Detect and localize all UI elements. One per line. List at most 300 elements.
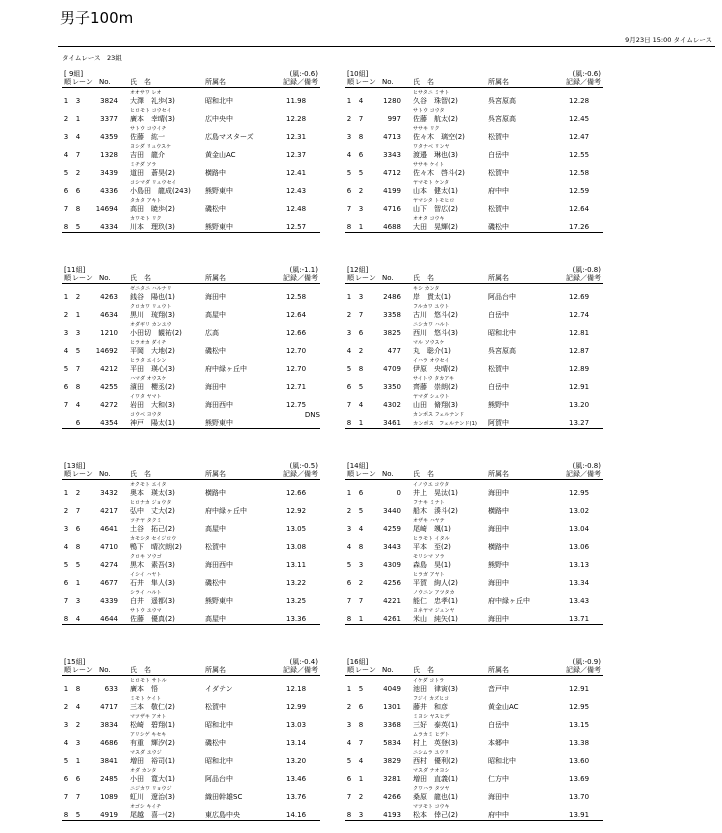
result-lane: 7 [75, 507, 81, 515]
result-record: 13.20 [286, 757, 307, 765]
result-team: 本郷中 [488, 739, 509, 747]
result-lane: 3 [358, 811, 364, 819]
result-row [62, 320, 320, 338]
result-lane: 5 [75, 561, 81, 569]
result-name: 土谷 拓己(2) [130, 525, 175, 533]
name-reading: コウベ ヨウタ [130, 412, 162, 418]
result-lane: 4 [358, 97, 364, 105]
result-row [345, 374, 603, 392]
name-reading: クワハラ タツヤ [413, 786, 450, 792]
result-name: 平本 至(2) [413, 543, 451, 551]
column-header-lane: レーン [72, 274, 93, 282]
result-team: 仁方中 [488, 775, 509, 783]
result-rank: 5 [63, 365, 69, 373]
result-team: 阿品台中 [205, 775, 233, 783]
result-team: 音戸中 [488, 685, 509, 693]
name-reading: ヒラモト イタル [413, 536, 450, 542]
result-lane: 5 [75, 811, 81, 819]
column-header-row [345, 470, 603, 480]
result-team: イダテン [205, 685, 233, 693]
result-name: 山田 脩翔(3) [413, 401, 458, 409]
name-reading: イワタ ヤマト [130, 394, 162, 400]
result-row [62, 142, 320, 160]
result-record: 12.69 [569, 293, 590, 301]
result-record: 13.05 [286, 525, 307, 533]
result-rank: 2 [346, 703, 352, 711]
result-record: 13.91 [569, 811, 590, 819]
heat-block [345, 658, 603, 821]
name-reading: ミチダ ソラ [130, 162, 157, 168]
result-record: 13.71 [569, 615, 590, 623]
result-team: 呉宮原高 [488, 115, 516, 123]
result-team: 熊野中 [488, 401, 509, 409]
result-row [62, 88, 320, 106]
result-name: 銭谷 陽也(1) [130, 293, 175, 301]
name-reading: ヨシダ リュウスケ [130, 144, 172, 150]
result-rank: 7 [63, 205, 69, 213]
name-reading: ヒロナカ ジョウタ [130, 500, 172, 506]
result-record: 12.75 [286, 401, 307, 409]
result-rank: 2 [346, 311, 352, 319]
result-rank: 6 [346, 187, 352, 195]
column-header-team: 所属名 [488, 78, 509, 86]
result-team: 昭和北中 [205, 97, 233, 105]
result-team: 海田西中 [205, 401, 233, 409]
column-header-rank: 順 [347, 470, 354, 478]
result-name: 佐々木 璃空(2) [413, 133, 465, 141]
result-name: 松本 倖己(2) [413, 811, 458, 819]
result-record: DNS [304, 411, 320, 419]
result-team: 呉宮原高 [488, 97, 516, 105]
result-rank: 5 [346, 757, 352, 765]
column-header-record: 記録／備考 [566, 470, 601, 478]
column-header-rank: 順 [347, 274, 354, 282]
column-header-name: 氏 名 [130, 78, 151, 86]
result-row [62, 606, 320, 624]
result-lane: 4 [358, 401, 364, 409]
heat-block [345, 462, 603, 625]
result-rank: 1 [63, 489, 69, 497]
result-record: 13.27 [569, 419, 590, 427]
result-record: 12.48 [286, 205, 307, 213]
result-no: 4634 [100, 311, 118, 319]
name-reading: ワタナベ リンヤ [413, 144, 450, 150]
name-reading: サトウ コウイチ [130, 126, 167, 132]
column-header-record: 記録／備考 [283, 666, 318, 674]
name-reading: オゴシ キイチ [130, 804, 162, 810]
result-team: 白岳中 [488, 721, 509, 729]
result-name: 久谷 珠智(2) [413, 97, 458, 105]
result-row [345, 694, 603, 712]
result-rank: 4 [346, 739, 352, 747]
result-rank: 8 [346, 811, 352, 819]
result-no: 1210 [100, 329, 118, 337]
result-no: 4717 [100, 703, 118, 711]
result-name: 廣本 幸晴(3) [130, 115, 175, 123]
result-record: 13.36 [286, 615, 307, 623]
result-rank: 2 [63, 115, 69, 123]
result-team: 広島マスターズ [205, 133, 254, 141]
result-row [62, 784, 320, 802]
result-team: 松賀中 [488, 365, 509, 373]
result-rank: 7 [63, 793, 69, 801]
result-team: 松賀中 [205, 543, 226, 551]
result-no: 3461 [383, 419, 401, 427]
result-team: 高屋中 [205, 615, 226, 623]
result-rank: 1 [346, 685, 352, 693]
result-row [62, 178, 320, 196]
column-header-rank: 順 [64, 78, 71, 86]
column-header-team: 所属名 [488, 274, 509, 282]
result-row [345, 480, 603, 498]
result-team: 昭和北中 [488, 329, 516, 337]
result-lane: 3 [358, 561, 364, 569]
result-name: 佐々木 啓斗(2) [413, 169, 465, 177]
header-divider [58, 46, 715, 47]
result-record: 13.22 [286, 579, 307, 587]
result-record: 12.47 [569, 133, 590, 141]
result-lane: 3 [75, 329, 81, 337]
result-name: カンポス フェルナンド(1) [413, 421, 477, 427]
result-team: 海田中 [205, 293, 226, 301]
result-rank: 6 [346, 383, 352, 391]
result-no: 3368 [383, 721, 401, 729]
result-rank: 5 [63, 757, 69, 765]
result-name: 松崎 碧翔(1) [130, 721, 175, 729]
result-record: 12.95 [569, 489, 590, 497]
result-no: 4336 [100, 187, 118, 195]
result-no: 3350 [383, 383, 401, 391]
column-header-rank: 順 [347, 78, 354, 86]
result-team: 横路中 [488, 507, 509, 515]
result-record: 12.91 [569, 685, 590, 693]
result-team: 磯松中 [205, 205, 226, 213]
column-header-rank: 順 [64, 470, 71, 478]
result-name: 齊藤 崇朗(2) [413, 383, 458, 391]
result-no: 3281 [383, 775, 401, 783]
heat-label: [10組] [347, 70, 369, 78]
heat-label: [14組] [347, 462, 369, 470]
result-name: 黒木 素吾(3) [130, 561, 175, 569]
result-team: 熊野中 [488, 561, 509, 569]
result-row [345, 606, 603, 624]
name-reading: サトウ コウタ [413, 108, 445, 114]
column-header-lane: レーン [355, 78, 376, 86]
name-reading: イハラ オウセイ [413, 358, 450, 364]
result-record: 12.87 [569, 347, 590, 355]
result-rank: 4 [346, 151, 352, 159]
heat-label: [ 9組] [64, 70, 84, 78]
result-rank: 6 [346, 775, 352, 783]
result-lane: 6 [75, 187, 81, 195]
result-record: 13.02 [569, 507, 590, 515]
result-lane: 4 [75, 133, 81, 141]
result-lane: 1 [358, 419, 364, 427]
result-row [62, 284, 320, 302]
result-no: 4644 [100, 615, 118, 623]
result-name: 尾崎 颯(1) [413, 525, 451, 533]
result-row [345, 88, 603, 106]
name-reading: ムラカミ ヒデト [413, 732, 450, 738]
result-name: 米山 純矢(1) [413, 615, 458, 623]
result-lane: 8 [75, 205, 81, 213]
name-reading: ヨネヤマ ジュンヤ [413, 608, 455, 614]
result-rank: 7 [346, 793, 352, 801]
result-row [345, 588, 603, 606]
result-record: 13.11 [286, 561, 307, 569]
name-reading: ヒラタ エイシン [130, 358, 167, 364]
result-record: 13.13 [569, 561, 590, 569]
result-lane: 4 [75, 401, 81, 409]
result-rank: 8 [346, 223, 352, 231]
result-lane: 2 [358, 793, 364, 801]
result-team: 熊野東中 [205, 419, 233, 427]
result-lane: 6 [358, 489, 364, 497]
result-name: 増田 直義(1) [413, 775, 458, 783]
result-lane: 6 [358, 329, 364, 337]
result-row [345, 552, 603, 570]
wind-reading: (風:-0.6) [289, 70, 318, 78]
result-no: 4713 [383, 133, 401, 141]
result-row [62, 748, 320, 766]
result-name: 藤井 和彦 [413, 703, 448, 711]
result-record: 12.43 [286, 187, 307, 195]
result-name: 丸 聡介(1) [413, 347, 451, 355]
result-record: 12.74 [569, 311, 590, 319]
result-name: 平岡 大地(2) [130, 347, 175, 355]
result-no: 4712 [383, 169, 401, 177]
result-team: 昭和北中 [205, 757, 233, 765]
result-no: 4266 [383, 793, 401, 801]
result-team: 海田中 [205, 383, 226, 391]
result-name: 弘中 丈大(2) [130, 507, 175, 515]
result-rank: 2 [63, 703, 69, 711]
result-no: 4919 [100, 811, 118, 819]
result-team: 横路中 [488, 543, 509, 551]
result-lane: 3 [358, 205, 364, 213]
result-team: 白岳中 [488, 311, 509, 319]
result-lane: 3 [75, 97, 81, 105]
result-record: 12.31 [286, 133, 307, 141]
result-row [62, 676, 320, 694]
name-reading: ヒラオカ ダイチ [130, 340, 167, 346]
name-reading: マル ソウスケ [413, 340, 445, 346]
column-header-name: 氏 名 [130, 470, 151, 478]
result-rank: 2 [346, 115, 352, 123]
result-no: 4359 [100, 133, 118, 141]
result-lane: 2 [358, 187, 364, 195]
result-row [62, 802, 320, 820]
result-lane: 7 [75, 151, 81, 159]
result-lane: 2 [75, 721, 81, 729]
result-name: 平田 瑛心(3) [130, 365, 175, 373]
result-record: 13.08 [286, 543, 307, 551]
result-row [62, 588, 320, 606]
result-rank: 2 [63, 311, 69, 319]
result-record: 12.66 [286, 329, 307, 337]
result-no: 4221 [383, 597, 401, 605]
result-lane: 8 [75, 543, 81, 551]
result-lane: 4 [75, 703, 81, 711]
result-name: 山本 健太(1) [413, 187, 458, 195]
result-lane: 1 [75, 579, 81, 587]
result-team: 広中央中 [205, 115, 233, 123]
result-no: 1301 [383, 703, 401, 711]
result-name: 濱田 櫻丞(2) [130, 383, 175, 391]
result-name: 吉田 龍介 [130, 151, 165, 159]
result-name: 鴨下 晴次朗(2) [130, 543, 182, 551]
name-reading: オクモト エイタ [130, 482, 167, 488]
result-rank: 4 [63, 151, 69, 159]
name-reading: ササキ ケイト [413, 162, 445, 168]
result-rank: 5 [346, 169, 352, 177]
result-team: 東広島中央 [205, 811, 240, 819]
result-rank: 8 [63, 223, 69, 231]
column-header-record: 記録／備考 [283, 274, 318, 282]
result-name: 池田 律寅(3) [413, 685, 458, 693]
result-no: 4274 [100, 561, 118, 569]
result-name: 石井 隼人(3) [130, 579, 175, 587]
page-title: 男子100m [60, 9, 134, 27]
date-time-line: 9月23日 15:00 タイムレース [625, 36, 712, 44]
heat-block [62, 658, 320, 821]
result-team: 高屋中 [205, 525, 226, 533]
result-row [345, 196, 603, 214]
result-lane: 8 [75, 383, 81, 391]
result-row [345, 802, 603, 820]
result-name: 虹川 遼治(3) [130, 793, 175, 801]
column-header-name: 氏 名 [413, 470, 434, 478]
heat-label: [13組] [64, 462, 86, 470]
result-lane: 5 [358, 383, 364, 391]
result-row [62, 160, 320, 178]
column-header-record: 記録／備考 [566, 274, 601, 282]
result-row [62, 392, 320, 410]
result-team: 広高 [205, 329, 219, 337]
result-lane: 7 [358, 115, 364, 123]
result-record: 12.99 [286, 703, 307, 711]
result-team: 松賀中 [488, 205, 509, 213]
name-reading: フルカワ ユウト [413, 304, 450, 310]
result-team: 熊野東中 [205, 597, 233, 605]
column-header-lane: レーン [72, 78, 93, 86]
result-row [345, 392, 603, 410]
result-no: 4686 [100, 739, 118, 747]
result-rank: 3 [346, 525, 352, 533]
name-reading: ハマダ オウスケ [130, 376, 167, 382]
name-reading: ミモト ケイト [130, 696, 162, 702]
result-rank: 2 [63, 507, 69, 515]
name-reading: サイトウ タカアキ [413, 376, 455, 382]
result-name: 村上 英登(3) [413, 739, 458, 747]
column-header-team: 所属名 [205, 274, 226, 282]
result-record: 13.70 [569, 793, 590, 801]
name-reading: ニシカワ ハルト [413, 322, 450, 328]
result-team: 府中緑ヶ丘中 [488, 597, 530, 605]
result-team: 熊野東中 [205, 187, 233, 195]
result-team: 高屋中 [205, 311, 226, 319]
result-record: 12.57 [286, 223, 307, 231]
result-row [62, 124, 320, 142]
result-lane: 8 [358, 365, 364, 373]
result-row [345, 160, 603, 178]
result-name: 尾越 喜一(2) [130, 811, 175, 819]
result-row [345, 784, 603, 802]
result-row [345, 712, 603, 730]
result-row [62, 730, 320, 748]
column-header-name: 氏 名 [413, 78, 434, 86]
result-name: 川本 理玖(3) [130, 223, 175, 231]
column-header-no: No. [99, 78, 111, 86]
result-rank: 3 [63, 525, 69, 533]
result-no: 3443 [383, 543, 401, 551]
name-reading: ゼニタニ ハルナリ [130, 286, 172, 292]
result-name: 桑原 龍也(1) [413, 793, 458, 801]
result-record: 13.14 [286, 739, 307, 747]
result-no: 3440 [383, 507, 401, 515]
result-no: 3432 [100, 489, 118, 497]
result-lane: 8 [358, 133, 364, 141]
result-no: 3358 [383, 311, 401, 319]
result-lane: 5 [75, 347, 81, 355]
result-record: 14.16 [286, 811, 307, 819]
name-reading: マスダ ユウジ [130, 750, 162, 756]
result-name: 西川 悠斗(3) [413, 329, 458, 337]
result-lane: 5 [75, 223, 81, 231]
name-reading: マスダ ナオヨシ [413, 768, 450, 774]
column-header-name: 氏 名 [413, 274, 434, 282]
name-reading: ササキ リク [413, 126, 440, 132]
result-row [345, 570, 603, 588]
result-record: 12.59 [569, 187, 590, 195]
column-header-no: No. [99, 470, 111, 478]
result-rank: 7 [63, 401, 69, 409]
result-name: 佐藤 紘一 [130, 133, 165, 141]
result-record: 12.64 [286, 311, 307, 319]
result-team: 磯松中 [205, 739, 226, 747]
result-row [345, 320, 603, 338]
name-reading: イケダ コトラ [413, 678, 445, 684]
race-subtitle: タイムレース 23組 [62, 54, 122, 62]
result-no: 4259 [383, 525, 401, 533]
heat-block [345, 70, 603, 233]
result-row [62, 552, 320, 570]
result-rank: 1 [63, 685, 69, 693]
result-no: 3834 [100, 721, 118, 729]
result-row [345, 284, 603, 302]
heat-label: [11組] [64, 266, 86, 274]
result-team: 府中緑ヶ丘中 [205, 365, 247, 373]
result-lane: 2 [75, 293, 81, 301]
result-no: 633 [104, 685, 118, 693]
result-no: 3825 [383, 329, 401, 337]
result-rank: 4 [346, 347, 352, 355]
result-name: 岩田 大和(3) [130, 401, 175, 409]
result-lane: 8 [358, 721, 364, 729]
result-name: 小島田 龍成(243) [130, 187, 191, 195]
heat-block [62, 266, 320, 429]
result-rank: 8 [346, 419, 352, 427]
result-row [345, 676, 603, 694]
name-reading: ツチヤ タクミ [130, 518, 162, 524]
wind-reading: (風:-0.8) [572, 462, 601, 470]
result-team: 海田中 [488, 579, 509, 587]
result-rank: 3 [63, 329, 69, 337]
result-record: 12.41 [286, 169, 307, 177]
result-row [345, 142, 603, 160]
name-reading: ヤマシタ トモヒロ [413, 198, 455, 204]
name-reading: イノウエ コウタ [413, 482, 450, 488]
